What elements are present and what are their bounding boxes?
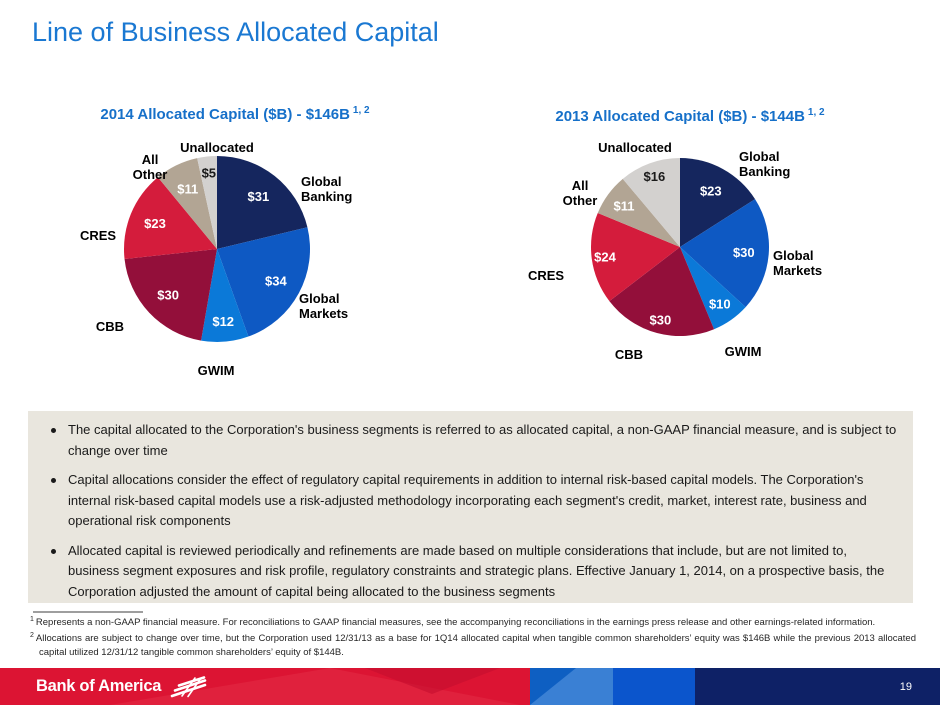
pie-segment-label: CBB [95, 319, 125, 334]
pie-segment-label: CRES [79, 228, 117, 243]
pie-value-label: $11 [177, 181, 199, 197]
boa-logo-text: Bank of America [36, 677, 162, 695]
pie-segment-label: Unallocated [598, 140, 672, 155]
pie-value-label: $16 [643, 169, 666, 185]
chart-title-2013-text: 2013 Allocated Capital ($B) - $144B [555, 108, 805, 125]
bullet-item: Allocated capital is reviewed periodically and refinements are made based on multiple considerations that include, but are not limited to, business segment exposures and risk profile, regulatory constraints and strategic plans. Effective January 1, 2014, on a prospective basis, the Corporation adjusted the amount of capital being allocated to the business segments [44, 541, 897, 603]
pie-value-label: $34 [265, 273, 287, 289]
pie-value-label: $24 [594, 249, 616, 265]
bullet-list [44, 420, 897, 602]
pie-segment-label: Unallocated [180, 140, 254, 155]
pie-value-label: $10 [708, 296, 731, 312]
pie-value-label: $31 [247, 188, 270, 204]
chart-title-2014-text: 2014 Allocated Capital ($B) - $146B [100, 106, 350, 123]
pie-segment-label: Global Markets [773, 248, 823, 278]
pie-segment-label: All Other [132, 152, 168, 182]
chart-2014-footnote-ref: 1, 2 [352, 105, 370, 116]
pie-value-label: $12 [212, 313, 235, 329]
pie-segment-label: GWIM [197, 363, 235, 378]
footnotes [30, 615, 916, 661]
footnote-divider [33, 611, 143, 613]
footer-band-5 [613, 668, 695, 705]
pie-segment-label: CRES [527, 268, 565, 283]
pie-segment-label: CBB [614, 347, 644, 362]
footnote-2 [30, 631, 916, 660]
pie-value-label: $30 [649, 312, 672, 328]
footnote-2-number: 2 [30, 631, 34, 639]
pie-segment-label: Global Markets [299, 291, 349, 321]
pie-value-label: $30 [157, 287, 179, 303]
bullet-item: The capital allocated to the Corporation's business segments is referred to as allocated capital, a non-GAAP financial measure, and is subject to change over time [44, 420, 897, 461]
footer [0, 668, 940, 705]
pie-value-label: $30 [732, 245, 755, 261]
pie-value-label: $23 [144, 216, 166, 232]
footnote-1-number: 1 [30, 616, 34, 623]
pie-value-label: $5 [201, 165, 217, 181]
pie-segment-label: GWIM [724, 344, 762, 359]
pie-segment-label: Global Banking [739, 149, 791, 179]
boa-logo [36, 668, 208, 705]
pie-value-label: $23 [699, 183, 722, 199]
footnote-2-text: Allocations are subject to change over time, but the Corporation used 12/31/13 as a base for 1Q14 allocated capital when tangible common shareholders’ equity was $146B while the previous 2013 allocated capital utilized 12/31/12 tangible common shareholders’ equity of $144B. [35, 633, 916, 658]
pie-segment-label: Global Banking [301, 174, 353, 204]
bullet-box [28, 411, 913, 603]
page-number: 19 [899, 680, 912, 693]
chart-2013-footnote-ref: 1, 2 [807, 107, 825, 118]
footnote-1 [30, 615, 916, 630]
pie-segment-label: All Other [562, 178, 598, 208]
pie-value-label: $11 [613, 198, 635, 214]
footnote-1-text: Represents a non-GAAP financial measure. For reconciliations to GAAP financial measures, see the accompanying reconciliations in the earnings press release and other earnings-related information. [35, 617, 876, 629]
boa-flag-icon [168, 676, 208, 698]
page-title: Line of Business Allocated Capital [32, 17, 439, 47]
bullet-item: Capital allocations consider the effect of regulatory capital requirements in addition to internal risk-based capital models. The Corporation's internal risk-based capital models use a risk-adjusted methodology incorporating each segment's credit, market, interest rate, business and operational risk components [44, 470, 897, 532]
